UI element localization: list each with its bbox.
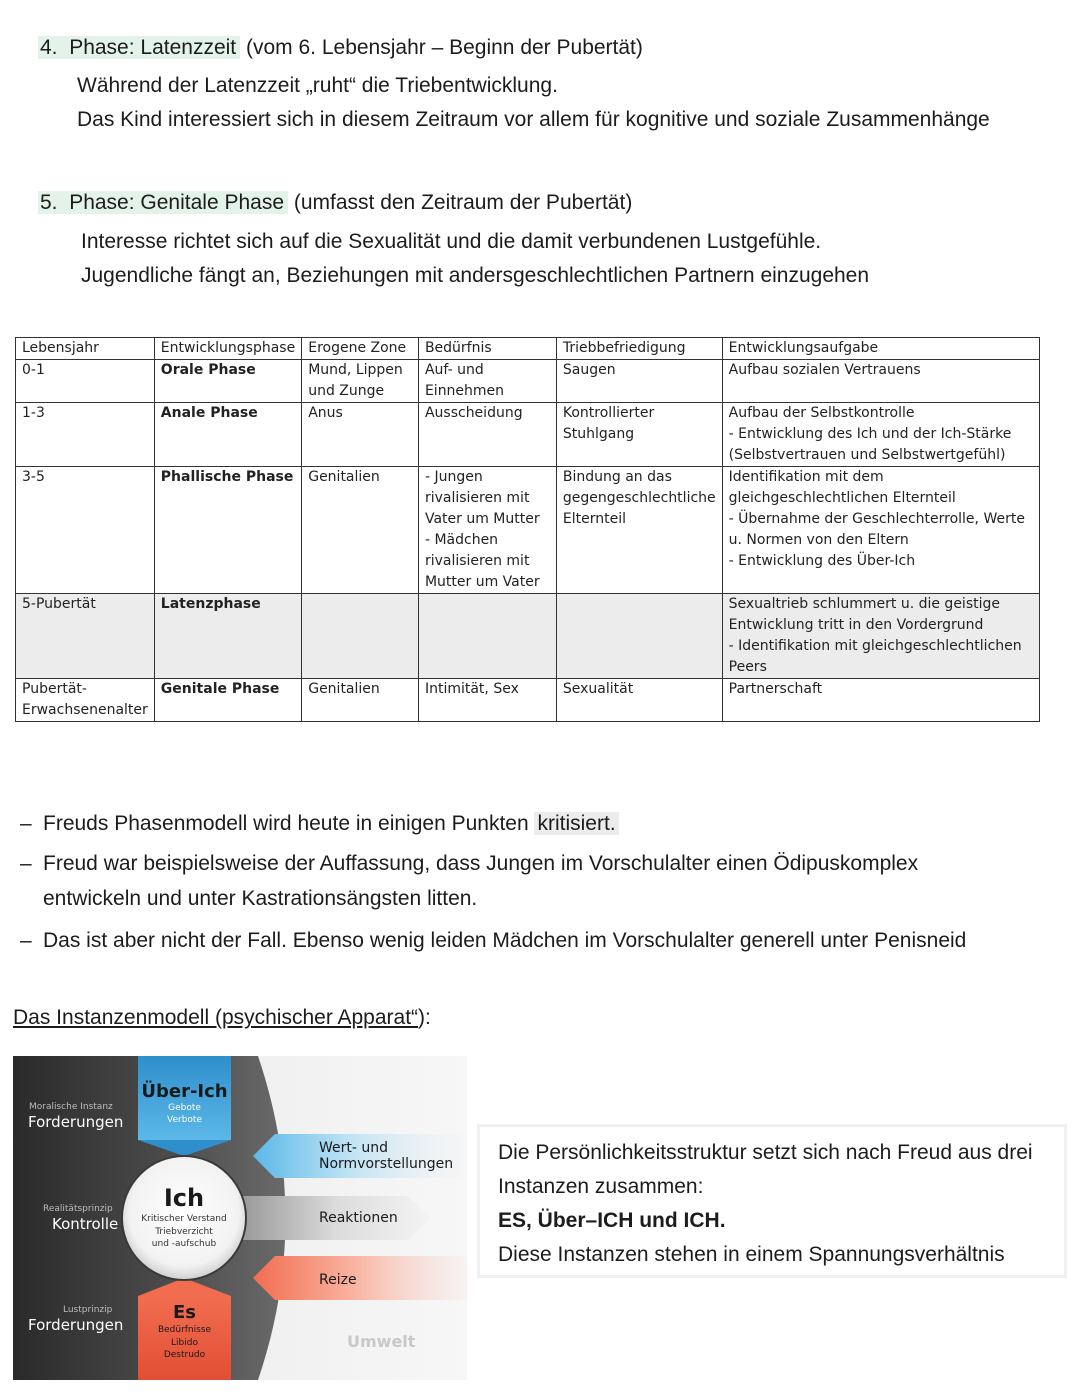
info-line-bold: ES, Über–ICH und ICH. — [498, 1209, 726, 1232]
personality-info-box — [477, 1124, 1067, 1278]
left-label-big: Forderungen — [28, 1316, 124, 1334]
ich-sub: und -aufschub — [151, 1239, 217, 1249]
table-header-cell: Triebbefriedigung — [556, 338, 722, 360]
phase5-line-2: Jugendliche fängt an, Beziehungen mit andersgeschlechtlichen Partnern einzugehen — [81, 264, 870, 287]
instanzenmodell-title — [13, 1006, 431, 1030]
table-header-cell: Entwicklungsaufgabe — [722, 338, 1039, 360]
table-cell: Saugen — [556, 360, 722, 403]
table-header-cell: Lebensjahr — [16, 338, 155, 360]
table-cell: Aufbau sozialen Vertrauens — [722, 360, 1039, 403]
critique-line-2a: Freud war beispielsweise der Auffassung, dass Jungen im Vorschulalter einen Ödipuskomplex — [43, 852, 919, 875]
phase5-title: Phase: Genitale Phase — [69, 191, 284, 214]
reize-label: Reize — [319, 1272, 357, 1288]
table-cell: 3-5 — [16, 467, 155, 594]
table-cell: Genitale Phase — [154, 679, 301, 722]
werte-label: Wert- und — [319, 1140, 389, 1156]
table-cell: Genitalien — [302, 679, 419, 722]
table-row — [16, 679, 1040, 722]
instanzenmodell-diagram — [13, 1056, 467, 1380]
table-cell: Aufbau der Selbstkontrolle - Entwicklung des Ich und der Ich-Stärke (Selbstvertrauen und Selbstwertgefühl) — [722, 403, 1039, 467]
es-sub: Bedürfnisse — [157, 1325, 212, 1335]
reaktionen-label: Reaktionen — [319, 1210, 398, 1226]
left-label-small: Moralische Instanz — [29, 1102, 113, 1112]
phases-table — [15, 337, 1040, 722]
ueberich-sub: Gebote — [168, 1103, 201, 1113]
critique-highlight: kritisiert. — [534, 812, 618, 835]
table-header-cell: Bedürfnis — [418, 338, 556, 360]
info-line: Die Persönlichkeitsstruktur setzt sich nach Freud aus drei — [498, 1141, 1033, 1164]
reize-arrow — [253, 1256, 467, 1300]
table-cell: Phallische Phase — [154, 467, 301, 594]
ueberich-title: Über-Ich — [141, 1081, 228, 1102]
ich-title: Ich — [163, 1184, 205, 1212]
left-label-small: Lustprinzip — [63, 1305, 113, 1315]
critique-line-2b: entwickeln und unter Kastrationsängsten litten. — [43, 887, 478, 910]
phase4-line-2: Das Kind interessiert sich in diesem Zeitraum vor allem für kognitive und soziale Zusammenhänge — [77, 108, 990, 131]
ich-sub: Kritischer Verstand — [141, 1214, 227, 1224]
info-line: Instanzen zusammen: — [498, 1175, 704, 1198]
table-cell: Auf- und Einnehmen — [418, 360, 556, 403]
table-cell — [418, 594, 556, 679]
table-cell: Ausscheidung — [418, 403, 556, 467]
table-cell: Identifikation mit dem gleichgeschlechtlichen Elternteil - Übernahme der Geschlechterrolle, Werte u. Normen von den Eltern - Entwicklung des Über-Ich — [722, 467, 1039, 594]
table-header-row — [16, 338, 1040, 360]
ueberich-sub: Verbote — [167, 1115, 202, 1125]
table-cell: Anus — [302, 403, 419, 467]
table-cell: 5-Pubertät — [16, 594, 155, 679]
phase4-title: Phase: Latenzzeit — [69, 36, 237, 59]
phase4-line-1: Während der Latenzzeit „ruht“ die Triebentwicklung. — [77, 74, 558, 97]
phase4-number: 4. — [40, 36, 58, 59]
table-row — [16, 594, 1040, 679]
table-cell: Anale Phase — [154, 403, 301, 467]
table-header-cell: Entwicklungsphase — [154, 338, 301, 360]
table-cell: Intimität, Sex — [418, 679, 556, 722]
critique-text: Freuds Phasenmodell wird heute in einigen Punkten — [43, 812, 535, 835]
table-header-cell: Erogene Zone — [302, 338, 419, 360]
table-cell: Mund, Lippen und Zunge — [302, 360, 419, 403]
left-label-big: Kontrolle — [52, 1215, 119, 1233]
phase5-heading — [38, 191, 632, 215]
table-cell: Partnerschaft — [722, 679, 1039, 722]
bullet-dash: – — [20, 852, 32, 875]
critique-line-3: Das ist aber nicht der Fall. Ebenso wenig leiden Mädchen im Vorschulalter generell unter Penisneid — [43, 929, 967, 952]
title-part-1: Das Instanzenmodell — [13, 1006, 215, 1029]
left-label-small: Realitätsprinzip — [43, 1204, 113, 1214]
title-part-3: ): — [418, 1006, 431, 1029]
es-title: Es — [172, 1302, 196, 1323]
table-cell — [302, 594, 419, 679]
table-cell: Sexualität — [556, 679, 722, 722]
table-cell: 0-1 — [16, 360, 155, 403]
table-cell: 1-3 — [16, 403, 155, 467]
table-cell: Latenzphase — [154, 594, 301, 679]
table-row — [16, 360, 1040, 403]
umwelt-label: Umwelt — [347, 1332, 416, 1351]
table-cell: Genitalien — [302, 467, 419, 594]
phase4-range: (vom 6. Lebensjahr – Beginn der Pubertät) — [245, 36, 643, 59]
es-sub: Destrudo — [163, 1350, 206, 1360]
phase5-range: (umfasst den Zeitraum der Pubertät) — [293, 191, 633, 214]
bullet-dash: – — [20, 929, 32, 952]
title-part-2: (psychischer Apparat“ — [214, 1006, 419, 1029]
table-cell — [556, 594, 722, 679]
table-row — [16, 467, 1040, 594]
werte-label: Normvorstellungen — [319, 1156, 454, 1172]
critique-line-1 — [43, 812, 619, 836]
table-cell: Sexualtrieb schlummert u. die geistige Entwicklung tritt in den Vordergrund - Identifikation mit gleichgeschlechtlichen Peers — [722, 594, 1039, 679]
table-cell: Kontrollierter Stuhlgang — [556, 403, 722, 467]
info-line: Diese Instanzen stehen in einem Spannungsverhältnis — [498, 1243, 1005, 1266]
table-cell: - Jungen rivalisieren mit Vater um Mutter - Mädchen rivalisieren mit Mutter um Vater — [418, 467, 556, 594]
table-cell: Bindung an das gegengeschlechtliche Elternteil — [556, 467, 722, 594]
es-sub: Libido — [171, 1338, 198, 1348]
left-label-big: Forderungen — [28, 1113, 124, 1131]
phase5-number: 5. — [40, 191, 58, 214]
ich-sub: Triebverzicht — [155, 1227, 213, 1237]
table-cell: Pubertät-Erwachsenenalter — [16, 679, 155, 722]
table-cell: Orale Phase — [154, 360, 301, 403]
phase4-heading — [38, 36, 643, 60]
table-row — [16, 403, 1040, 467]
bullet-dash: – — [20, 812, 32, 835]
phase5-line-1: Interesse richtet sich auf die Sexualität und die damit verbundenen Lustgefühle. — [81, 230, 822, 253]
